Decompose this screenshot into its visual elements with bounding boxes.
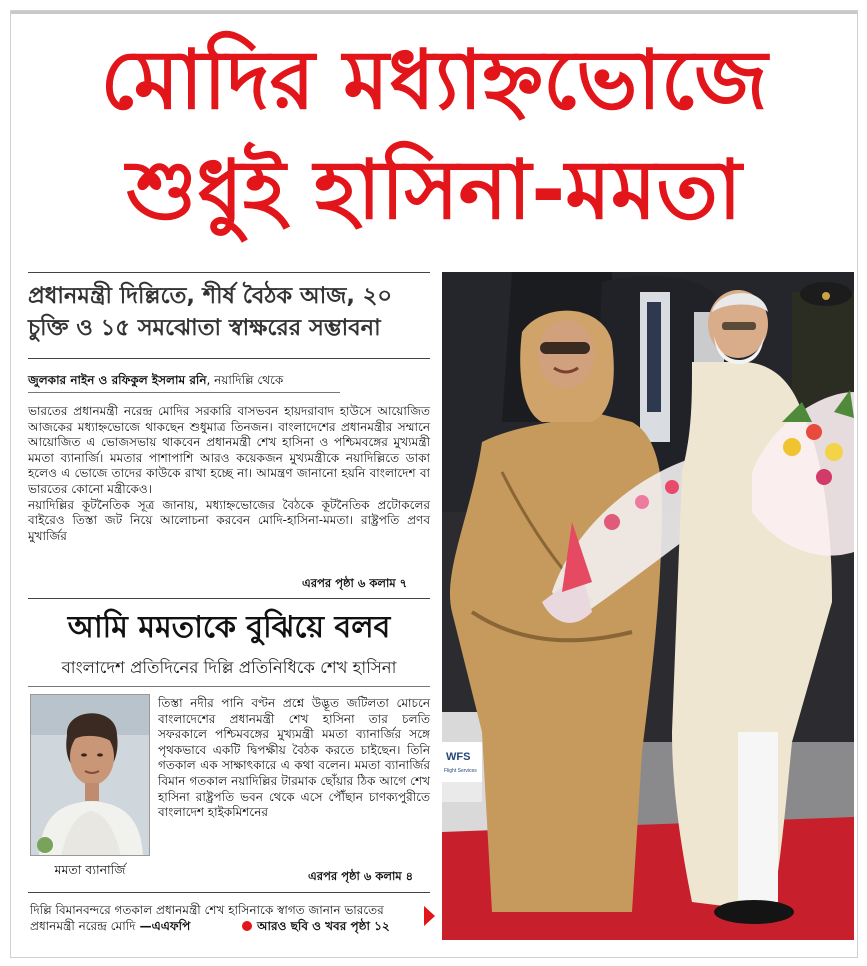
more-photos-link[interactable] <box>242 918 390 938</box>
byline-location: , নয়াদিল্লি থেকে <box>206 373 284 387</box>
story2-subheadline: বাংলাদেশ প্রতিদিনের দিল্লি প্রতিনিধিকে শেখ হাসিনা <box>61 658 397 677</box>
photo-caption-text: দিল্লি বিমানবন্দরে গতকাল প্রধানমন্ত্রী শেখ হাসিনাকে স্বাগত জানান ভারতের প্রধানমন্ত্রী নরেন্দ্র মোদি <box>30 903 384 933</box>
subheadline <box>28 280 430 344</box>
story1-paragraph-2: নয়াদিল্লির কূটনৈতিক সূত্র জানায়, মধ্যাহ্নভোজের বৈঠকে কূটনৈতিক প্রটোকলের বাইরেও তিস্তা জট নিয়ে আলোচনা করবেন মোদি-হাসিনা-মমতা। রাষ্ট্রপতি প্রণব মুখার্জির <box>28 497 430 543</box>
subhead-top-rule <box>28 272 430 273</box>
story1-paragraph-1: ভারতের প্রধানমন্ত্রী নরেন্দ্র মোদির সরকারি বাসভবন হায়দরাবাদ হাউসে আয়োজিত আজকের মধ্যাহ্নভোজে থাকছেন শুধুমাত্র তিনজন। বাংলাদেশের প্রধানমন্ত্রীর সম্মানে আয়োজিত এ ভোজসভায় থাকবেন প্রধানমন্ত্রী শেখ হাসিনা ও পশ্চিমবঙ্গের মুখ্যমন্ত্রী মমতা ব্যানার্জি। মমতার পাশাপাশি আরও কয়েকজন মুখ্যমন্ত্রীকে নয়াদিল্লিতে ডাকা হলেও এ ভোজে তাদের কাউকে রাখা হচ্ছে না। আমন্ত্রণ জানানো হয়নি বাংলাদেশ বা ভারতের কোনো মন্ত্রীকেও। <box>28 404 430 496</box>
portrait-photo <box>30 694 150 856</box>
subheadline-line-2: চুক্তি ও ১৫ সমঝোতা স্বাক্ষরের সম্ভাবনা <box>28 315 381 341</box>
main-headline-line-1: মোদির মধ্যাহ্নভোজে <box>100 33 768 128</box>
subhead-bottom-rule <box>28 358 430 359</box>
more-photos-label: আরও ছবি ও খবর পৃষ্ঠা ১২ <box>257 919 390 933</box>
caption-top-rule <box>28 892 430 893</box>
stair-sign-text: WFS <box>446 751 471 763</box>
main-photo <box>442 272 854 940</box>
subheadline-line-1: প্রধানমন্ত্রী দিল্লিতে, শীর্ষ বৈঠক আজ, ২০ <box>28 283 392 309</box>
byline <box>28 372 430 388</box>
portrait-caption: মমতা ব্যানার্জি <box>54 862 126 877</box>
photo-credit: —এএফপি <box>135 919 191 933</box>
story2-sub-rule <box>28 686 430 687</box>
byline-authors: জুলকার নাইন ও রফিকুল ইসলাম রনি <box>28 373 207 387</box>
story1-continuation: এরপর পৃষ্ঠা ৬ কলাম ৭ <box>302 576 408 590</box>
caption-arrow-icon <box>424 906 435 926</box>
main-headline-line-2: শুধুই হাসিনা-মমতা <box>126 143 742 238</box>
story2-headline: আমি মমতাকে বুঝিয়ে বলব <box>67 610 391 645</box>
story2-body: তিস্তা নদীর পানি বণ্টন প্রশ্নে উদ্ভূত জটিলতা মোচনে বাংলাদেশের প্রধানমন্ত্রী শেখ হাসিনা তার চলতি সফরকালে পশ্চিমবঙ্গের মুখ্যমন্ত্রী মমতা ব্যানার্জির সঙ্গে পৃথকভাবে একটি দ্বিপক্ষীয় বৈঠক করতে চাইছেন। তিনি গতকাল এক সাক্ষাৎকারে এ কথা বলেন। মমতা ব্যানার্জির বিমান গতকাল নয়াদিল্লির টারমাক ছোঁয়ার ঠিক আগে শেখ হাসিনা রাষ্ট্রপতি ভবন থেকে এসে পৌঁছান চাণক্যপুরীতে বাংলাদেশ হাইকমিশনের <box>158 696 430 820</box>
byline-rule <box>28 392 340 393</box>
stair-sign-subtext: Flight Services <box>444 768 477 774</box>
story2-top-rule <box>28 598 430 599</box>
main-photo-illustration <box>442 272 854 940</box>
story1-body <box>28 404 430 544</box>
red-bullet-icon <box>242 921 252 931</box>
story2-continuation: এরপর পৃষ্ঠা ৬ কলাম ৪ <box>308 869 414 883</box>
portrait-illustration <box>31 695 150 856</box>
